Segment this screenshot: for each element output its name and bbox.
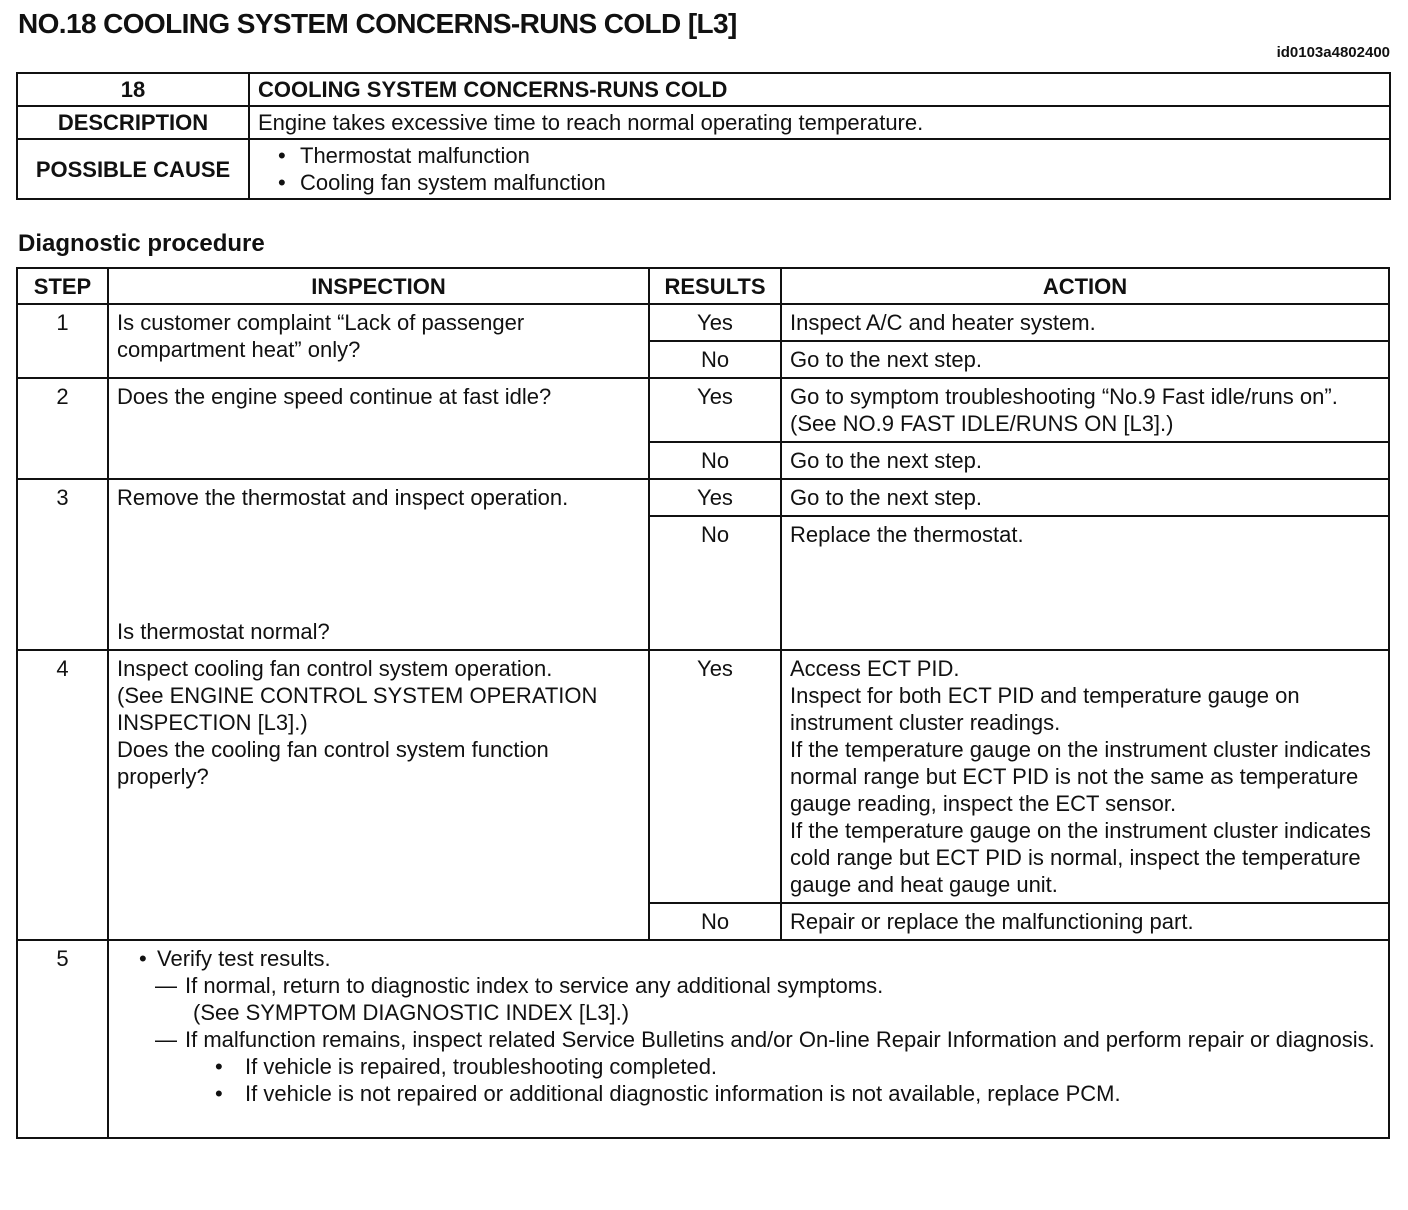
result-no: No <box>649 903 781 940</box>
action-text: Access ECT PID. <box>790 656 960 681</box>
result-no: No <box>649 442 781 479</box>
result-yes: Yes <box>649 304 781 341</box>
bullet-icon: • <box>215 1081 223 1106</box>
table-row <box>17 940 1389 1138</box>
action-text: Go to the next step. <box>781 341 1389 378</box>
normal-text: If normal, return to diagnostic index to service any additional symptoms. <box>185 973 884 998</box>
result-yes: Yes <box>649 378 781 442</box>
possible-cause-item: • Cooling fan system malfunction <box>278 169 1381 196</box>
table-row <box>17 304 1389 341</box>
action-text: Inspect for both ECT PID and temperature gauge on instrument cluster readings. <box>790 683 1300 735</box>
result-yes: Yes <box>649 650 781 903</box>
header-inspection: INSPECTION <box>108 268 649 304</box>
malfunction-outcome <box>155 1026 1380 1107</box>
action-text: Repair or replace the malfunctioning part. <box>781 903 1389 940</box>
inspection-question: Is thermostat normal? <box>117 619 330 644</box>
action-text: Replace the thermostat. <box>781 516 1389 650</box>
inspection-question: Does the cooling fan control system function properly? <box>117 737 549 789</box>
bullet-icon: • <box>139 946 147 971</box>
inspection-text: Does the engine speed continue at fast idle? <box>108 378 649 479</box>
step-number: 4 <box>17 650 108 940</box>
page-title: NO.18 COOLING SYSTEM CONCERNS-RUNS COLD [L3] <box>18 8 737 39</box>
document-id: id0103a4802400 <box>1276 44 1390 61</box>
table-row <box>17 650 1389 903</box>
action-text: If the temperature gauge on the instrument cluster indicates cold range but ECT PID is normal, inspect the temperature gauge and heat gauge unit. <box>790 818 1371 897</box>
inspection-text: Inspect cooling fan control system operation. <box>117 656 553 681</box>
step-number: 5 <box>17 940 108 1138</box>
bullet-icon: • <box>215 1054 223 1079</box>
header-step: STEP <box>17 268 108 304</box>
possible-cause-list-cell <box>249 139 1390 199</box>
inspection-reference: (See ENGINE CONTROL SYSTEM OPERATION INSPECTION [L3].) <box>117 683 598 735</box>
action-text: Inspect A/C and heater system. <box>781 304 1389 341</box>
sub-item <box>215 1053 1380 1080</box>
symptom-summary-table <box>16 72 1391 200</box>
verify-outcomes <box>147 972 1380 1107</box>
description-text: Engine takes excessive time to reach normal operating temperature. <box>249 106 1390 139</box>
step-number: 2 <box>17 378 108 479</box>
dash-icon: — <box>155 973 177 998</box>
symptom-name: COOLING SYSTEM CONCERNS-RUNS COLD <box>249 73 1390 106</box>
action-cell <box>781 650 1389 903</box>
table-row <box>17 479 1389 516</box>
action-reference: (See NO.9 FAST IDLE/RUNS ON [L3].) <box>790 411 1174 436</box>
header-results: RESULTS <box>649 268 781 304</box>
possible-cause-list <box>258 142 1381 196</box>
header-action: ACTION <box>781 268 1389 304</box>
description-label: DESCRIPTION <box>17 106 249 139</box>
sub-item-text: If vehicle is repaired, troubleshooting completed. <box>245 1054 718 1079</box>
normal-reference: (See SYMPTOM DIAGNOSTIC INDEX [L3].) <box>193 1000 630 1025</box>
action-cell <box>781 378 1389 442</box>
table-row <box>17 378 1389 442</box>
action-text: Go to the next step. <box>781 479 1389 516</box>
description-row <box>17 106 1390 139</box>
sub-item <box>215 1080 1380 1107</box>
inspection-text: Is customer complaint “Lack of passenger compartment heat” only? <box>108 304 649 378</box>
result-yes: Yes <box>649 479 781 516</box>
action-text: Go to symptom troubleshooting “No.9 Fast idle/runs on”. <box>790 384 1338 409</box>
summary-header-row <box>17 73 1390 106</box>
sub-item-text: If vehicle is not repaired or additional diagnostic information is not available, replace PCM. <box>245 1081 1121 1106</box>
inspection-cell <box>108 650 649 940</box>
possible-cause-row <box>17 139 1390 199</box>
possible-cause-label: POSSIBLE CAUSE <box>17 139 249 199</box>
verification-cell <box>108 940 1389 1138</box>
possible-cause-item: • Thermostat malfunction <box>278 142 1381 169</box>
action-text: If the temperature gauge on the instrument cluster indicates normal range but ECT PID is not the same as temperature gauge reading, inspect the ECT sensor. <box>790 737 1371 816</box>
table-header-row <box>17 268 1389 304</box>
diagnostic-procedure-table <box>16 267 1390 1139</box>
step-number: 3 <box>17 479 108 650</box>
result-no: No <box>649 516 781 650</box>
inspection-text: Remove the thermostat and inspect operation. <box>117 485 569 510</box>
malfunction-sub-list <box>185 1053 1380 1107</box>
inspection-cell <box>108 479 649 650</box>
verify-item <box>139 945 1380 972</box>
normal-outcome <box>155 972 1380 1026</box>
verify-text: Verify test results. <box>157 946 331 971</box>
malfunction-text: If malfunction remains, inspect related Service Bulletins and/or On-line Repair Information and perform repair or diagnosis. <box>185 1027 1375 1052</box>
result-no: No <box>649 341 781 378</box>
dash-icon: — <box>155 1027 177 1052</box>
action-text: Go to the next step. <box>781 442 1389 479</box>
section-title: Diagnostic procedure <box>18 230 265 257</box>
symptom-number: 18 <box>17 73 249 106</box>
step-number: 1 <box>17 304 108 378</box>
